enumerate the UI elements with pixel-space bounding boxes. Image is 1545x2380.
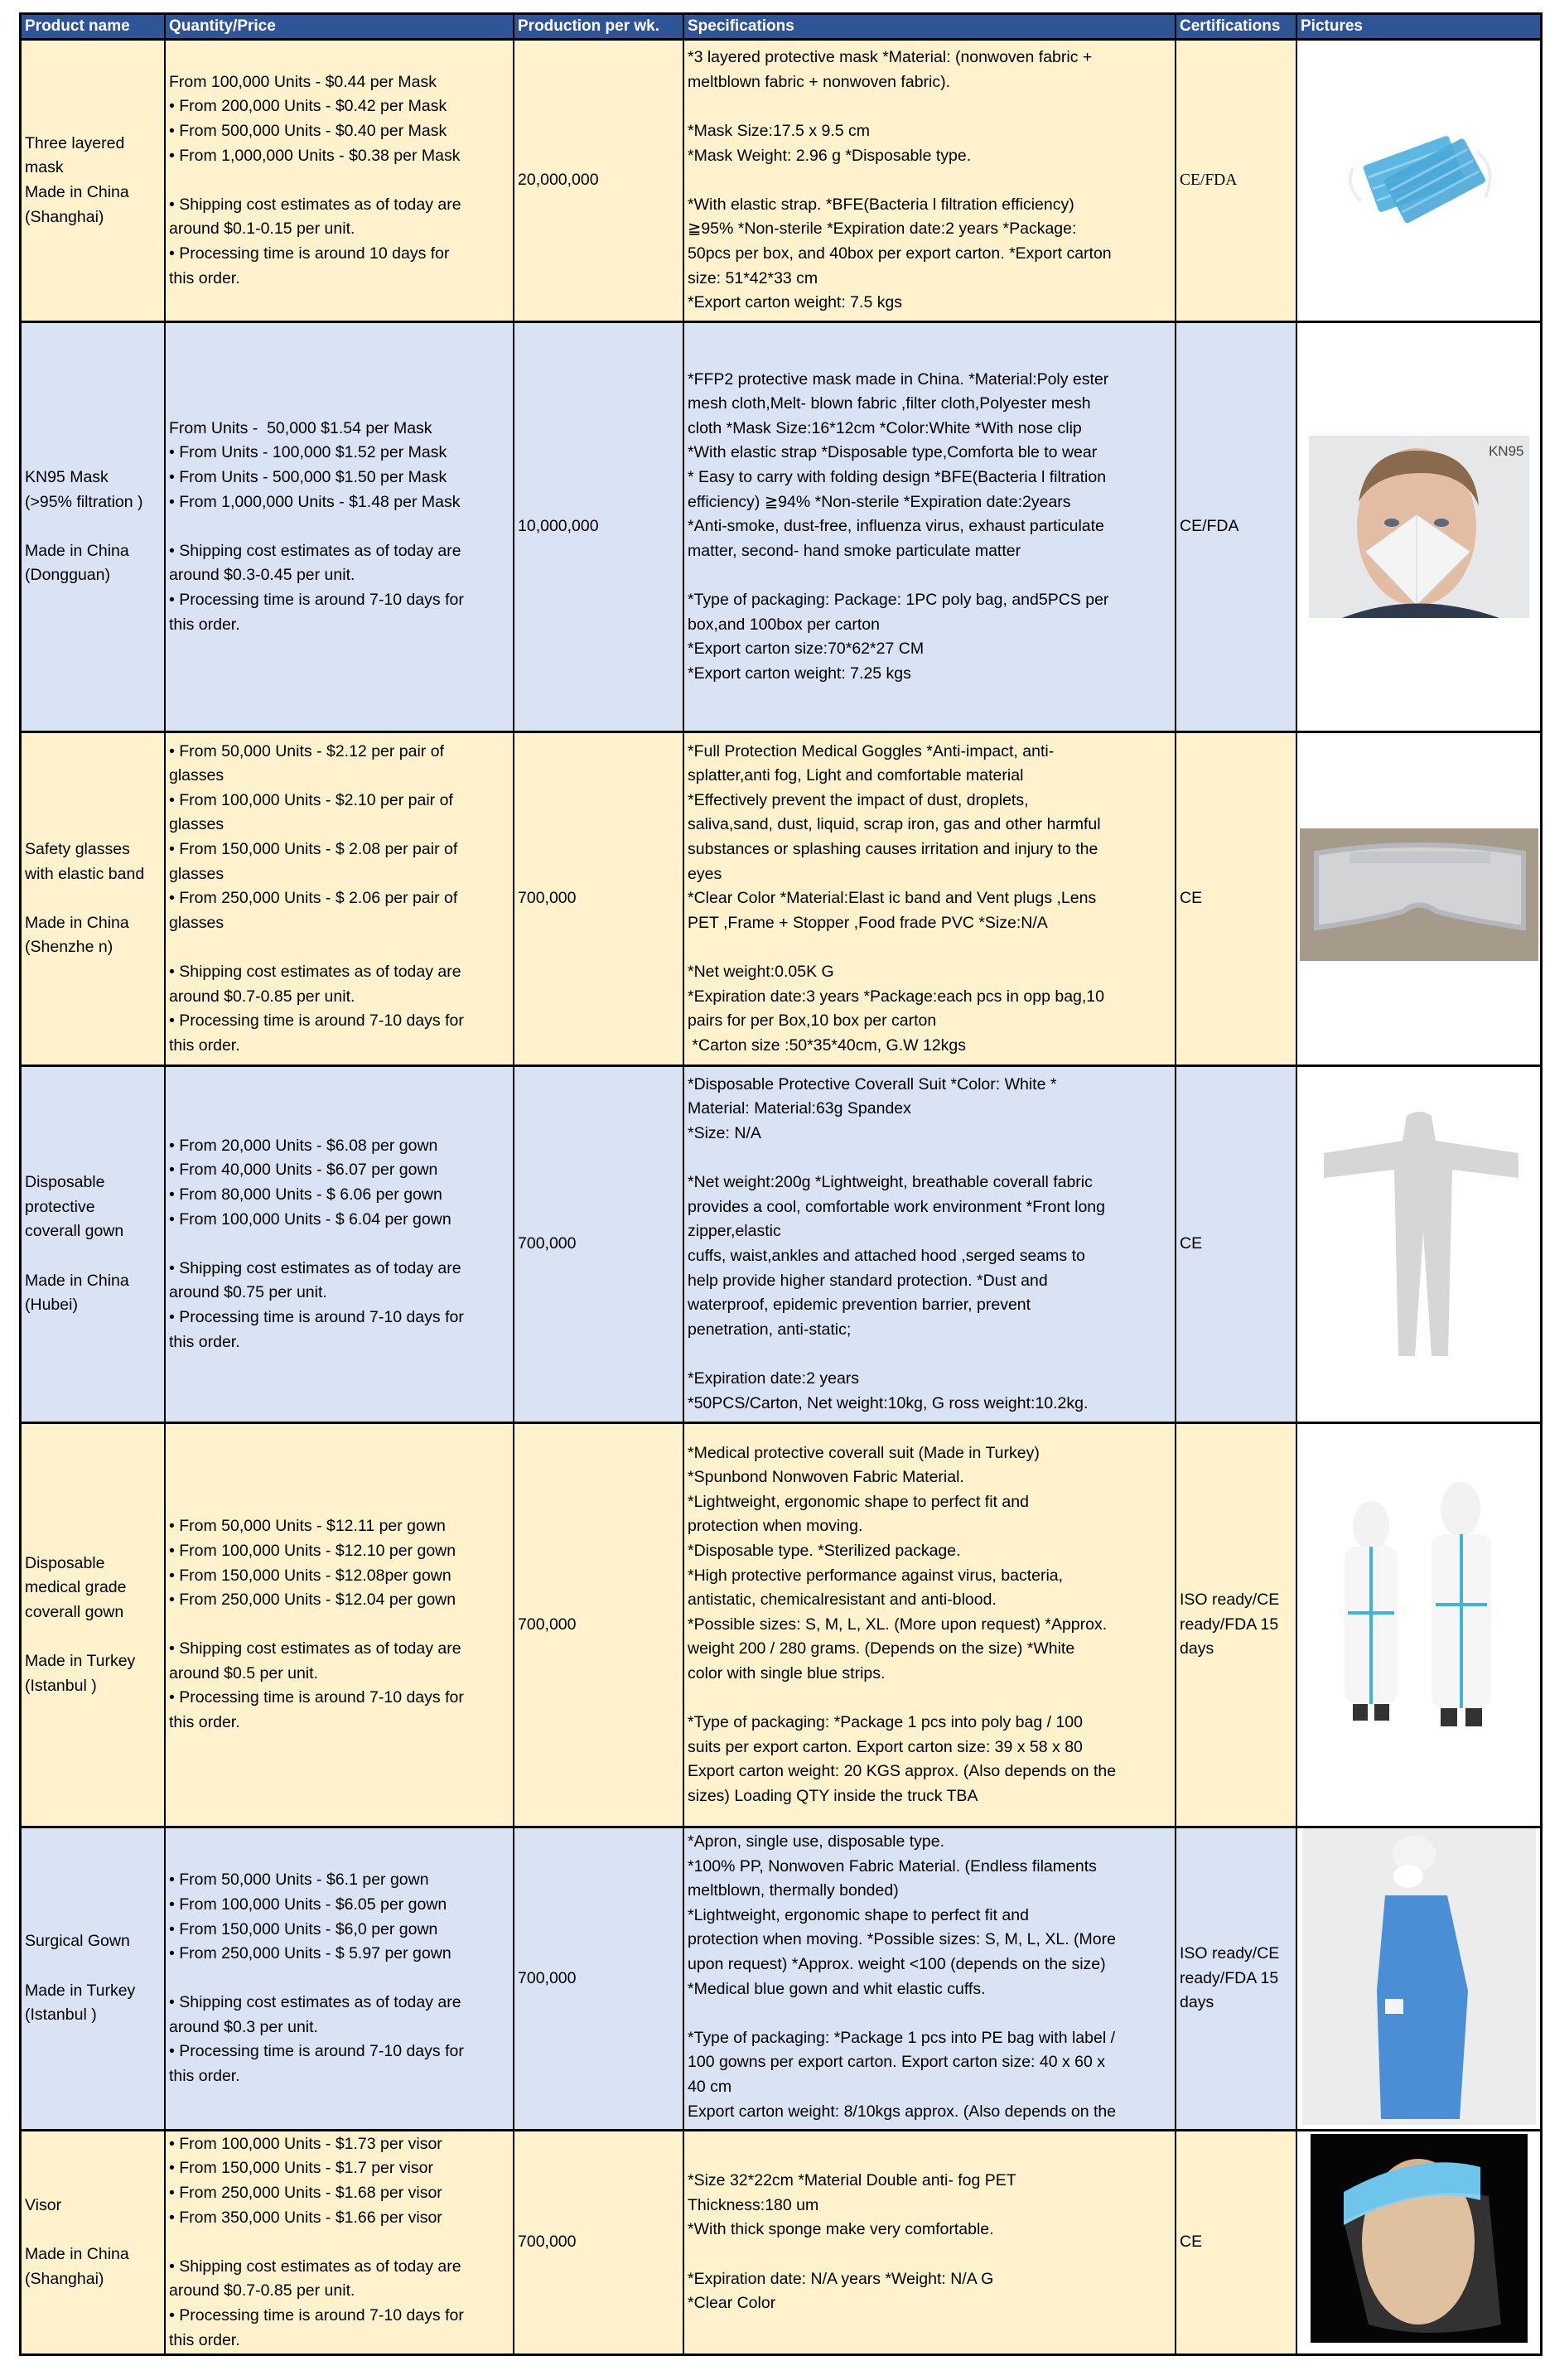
quantity-price-cell-line: • Processing time is around 7-10 days for [169, 2305, 464, 2324]
product-name-cell-line: Visor [25, 2195, 62, 2214]
certifications-cell-line: days [1180, 1639, 1214, 1658]
quantity-price-cell-line: • From 100,000 Units - $1.73 per visor [169, 2134, 442, 2153]
specifications-cell-line: *Net weight:0.05K G [688, 962, 834, 981]
header-quantity-price: Quantity/Price [166, 15, 514, 38]
quantity-price-cell-line: • From 100,000 Units - $2.10 per pair of [169, 790, 453, 809]
production-per-week-cell [514, 2131, 684, 2353]
product-name-cell-line: Surgical Gown [25, 1932, 130, 1951]
specifications-cell-line: *Medical protective coverall suit (Made in Turkey) [688, 1443, 1040, 1462]
specifications-cell-line: protection when moving. *Possible sizes: S, M, L, XL. (More [688, 1930, 1116, 1949]
product-name-cell-line [25, 1244, 161, 1269]
specifications-cell-line: *Mask Weight: 2.96 g *Disposable type. [688, 146, 972, 165]
quantity-price-cell-line [169, 1613, 509, 1638]
product-name-cell-line [25, 514, 161, 539]
product-name-cell-line: Made in China [25, 2245, 129, 2263]
specifications-cell-line: Thickness:180 um [688, 2195, 819, 2214]
specifications-cell-line: efficiency) ≧94% *Non-sterile *Expiration date:2years [688, 492, 1071, 511]
product-name-cell-line: (Shenzhe n) [25, 938, 113, 957]
production-value: 700,000 [518, 1234, 577, 1253]
medical-coverall-image [1311, 1480, 1527, 1770]
specifications-cell-line: upon request) *Approx. weight <100 (depends on the size) [688, 1954, 1106, 1973]
quantity-price-cell-line [169, 935, 509, 960]
product-name-cell-line: Made in Turkey [25, 1652, 136, 1671]
specifications-cell-line: *Expiration date: N/A years *Weight: N/A G [688, 2269, 994, 2288]
product-name-cell-line: Safety glasses [25, 840, 130, 859]
certifications-cell-line: CE/FDA [1180, 517, 1239, 536]
specifications-cell-line [688, 2001, 1171, 2026]
specifications-cell [684, 1424, 1176, 1826]
specifications-cell-line: sizes) Loading QTY inside the truck TBA [688, 1786, 978, 1805]
product-name-cell [22, 323, 166, 731]
specifications-cell-line: suits per export carton. Export carton size: 39 x 58 x 80 [688, 1737, 1083, 1756]
quantity-price-cell-line: • From 40,000 Units - $6.07 per gown [169, 1161, 438, 1180]
specifications-cell-line: *Spunbond Nonwoven Fabric Material. [688, 1468, 964, 1487]
specifications-cell-line: eyes [688, 864, 722, 883]
product-name-cell [22, 2131, 166, 2353]
table-row-safety-glasses [22, 731, 1540, 1064]
quantity-price-cell-line: • Shipping cost estimates as of today are [169, 1639, 461, 1658]
quantity-price-cell-line: • Shipping cost estimates as of today are [169, 195, 461, 214]
production-per-week-cell [514, 1067, 684, 1422]
quantity-price-cell-line: • Shipping cost estimates as of today are [169, 2257, 461, 2276]
specifications-cell-line: antistatic, chemicalresistant and anti-blood. [688, 1591, 997, 1610]
production-value: 700,000 [518, 2233, 577, 2252]
quantity-price-cell-line: • From 150,000 Units - $6,0 per gown [169, 1919, 438, 1938]
quantity-price-cell-line: • From 250,000 Units - $1.68 per visor [169, 2184, 442, 2203]
specifications-cell-line: *Clear Color [688, 2294, 776, 2313]
specifications-cell [684, 41, 1176, 321]
quantity-price-cell-line: around $0.75 per unit. [169, 1283, 327, 1302]
certifications-cell [1176, 733, 1297, 1064]
quantity-price-cell-line [169, 514, 509, 539]
quantity-price-cell-line: • Processing time is around 7-10 days for [169, 1307, 464, 1326]
quantity-price-cell-line: • From 250,000 Units - $ 5.97 per gown [169, 1944, 451, 1963]
quantity-price-cell-line: • From 80,000 Units - $ 6.06 per gown [169, 1185, 442, 1204]
quantity-price-cell-line: this order. [169, 1713, 240, 1732]
product-name-cell-line: (Istanbul ) [25, 1676, 97, 1695]
specifications-cell-line: weight 200 / 280 grams. (Depends on the size) *White [688, 1639, 1075, 1658]
specifications-cell-line: *Type of packaging: *Package 1 pcs into PE bag with label / [688, 2028, 1115, 2047]
specifications-cell-line: box,and 100box per carton [688, 615, 881, 634]
specifications-cell-line: *Size: N/A [688, 1124, 761, 1143]
specifications-cell-line: *Net weight:200g *Lightweight, breathable coverall fabric [688, 1173, 1093, 1192]
product-name-cell [22, 41, 166, 321]
table-row-medical-grade-coverall [22, 1422, 1540, 1826]
quantity-price-cell [166, 41, 514, 321]
quantity-price-cell-line: • From 150,000 Units - $12.08per gown [169, 1566, 451, 1585]
specifications-cell-line: *Full Protection Medical Goggles *Anti-impact, anti- [688, 741, 1055, 760]
specifications-cell-line: *Expiration date:3 years *Package:each pcs in opp bag,10 [688, 987, 1105, 1006]
specifications-cell [684, 2131, 1176, 2353]
header-production-per-week: Production per wk. [514, 15, 684, 38]
product-name-cell-line: Made in China [25, 183, 129, 201]
specifications-cell-line: *Effectively prevent the impact of dust, droplets, [688, 790, 1029, 809]
product-name-cell-line: mask [25, 158, 64, 177]
specifications-cell-line [688, 1686, 1171, 1711]
specifications-cell-line: mesh cloth,Melt- blown fabric ,filter cloth,Polyester mesh [688, 394, 1091, 413]
product-name-cell [22, 733, 166, 1064]
specifications-cell-line: * Easy to carry with folding design *BFE(Bacteria l filtration [688, 468, 1107, 487]
production-value: 20,000,000 [518, 171, 599, 190]
production-value: 700,000 [518, 1615, 577, 1634]
specifications-cell-line: *Export carton weight: 7.25 kgs [688, 664, 911, 683]
specifications-cell-line: PET ,Frame + Stopper ,Food frade PVC *Size:N/A [688, 913, 1048, 932]
quantity-price-cell-line: • Shipping cost estimates as of today are [169, 962, 461, 981]
specifications-cell-line [688, 1342, 1171, 1367]
specifications-cell [684, 733, 1176, 1064]
product-name-cell [22, 1828, 166, 2129]
quantity-price-cell-line: • Shipping cost estimates as of today are [169, 1993, 461, 2012]
product-name-cell-line: Disposable [25, 1553, 105, 1572]
product-table [19, 12, 1543, 2356]
kn95-picture-label: KN95 [1488, 443, 1524, 459]
quantity-price-cell-line: • From 150,000 Units - $ 2.08 per pair of [169, 840, 458, 859]
production-per-week-cell [514, 323, 684, 731]
quantity-price-cell-line: • From 100,000 Units - $12.10 per gown [169, 1541, 456, 1560]
certifications-cell [1176, 323, 1297, 731]
safety-goggles-image [1300, 828, 1538, 969]
quantity-price-cell-line: around $0.1-0.15 per unit. [169, 220, 355, 239]
specifications-cell [684, 1828, 1176, 2129]
quantity-price-cell-line: glasses [169, 815, 225, 834]
specifications-cell-line: cloth *Mask Size:16*12cm *Color:White *With nose clip [688, 418, 1082, 437]
product-name-cell-line: Disposable [25, 1173, 105, 1192]
quantity-price-cell-line: this order. [169, 1332, 240, 1351]
specifications-cell-line: 100 gowns per export carton. Export carton size: 40 x 60 x [688, 2053, 1106, 2072]
quantity-price-cell-line [169, 1967, 509, 1991]
quantity-price-cell-line: • From 250,000 Units - $12.04 per gown [169, 1591, 456, 1610]
specifications-cell-line: pairs for per Box,10 box per carton [688, 1011, 937, 1031]
quantity-price-cell-line: • From 100,000 Units - $ 6.04 per gown [169, 1209, 451, 1229]
product-name-cell [22, 1424, 166, 1826]
certifications-cell-line: ISO ready/CE [1180, 1944, 1280, 1963]
product-name-cell-line: with elastic band [25, 864, 145, 883]
picture-cell [1297, 1828, 1540, 2129]
quantity-price-cell-line: From Units - 50,000 $1.54 per Mask [169, 418, 432, 437]
white-coverall-image [1307, 1108, 1531, 1381]
specifications-cell-line: *Carton size :50*35*40cm, G.W 12kgs [688, 1036, 966, 1055]
specifications-cell-line: *Type of packaging: *Package 1 pcs into poly bag / 100 [688, 1713, 1083, 1732]
specifications-cell-line: meltblown fabric + nonwoven fabric). [688, 72, 951, 91]
picture-cell [1297, 1067, 1540, 1422]
quantity-price-cell-line: this order. [169, 615, 240, 634]
quantity-price-cell [166, 1828, 514, 2129]
specifications-cell-line: *Lightweight, ergonomic shape to perfect fit and [688, 1905, 1029, 1924]
product-name-cell-line: KN95 Mask [25, 468, 109, 487]
product-name-cell-line: (Istanbul ) [25, 2006, 97, 2025]
kn95-mask-image [1309, 436, 1529, 618]
specifications-cell-line: ≧95% *Non-sterile *Expiration date:2 years *Package: [688, 220, 1077, 239]
specifications-cell-line: *3 layered protective mask *Material: (nonwoven fabric + [688, 48, 1093, 67]
product-name-cell-line [25, 2218, 161, 2242]
face-shield-visor-image [1311, 2134, 1528, 2351]
production-per-week-cell [514, 1828, 684, 2129]
product-name-cell-line [25, 886, 161, 911]
quantity-price-cell-line: • From 150,000 Units - $1.7 per visor [169, 2159, 433, 2178]
quantity-price-cell-line: • From Units - 500,000 $1.50 per Mask [169, 468, 447, 487]
specifications-cell-line: provides a cool, comfortable work environment *Front long [688, 1197, 1105, 1216]
product-name-cell-line: protective [25, 1197, 95, 1216]
table-row-visor [22, 2129, 1540, 2353]
product-name-cell-line: Made in China [25, 541, 129, 560]
table-row-surgical-gown [22, 1826, 1540, 2129]
certifications-cell [1176, 2131, 1297, 2353]
specifications-cell-line: *High protective performance against virus, bacteria, [688, 1566, 1064, 1585]
quantity-price-cell-line: around $0.3-0.45 per unit. [169, 566, 355, 585]
certifications-cell-line: CE [1180, 2233, 1203, 2252]
quantity-price-cell-line: • Shipping cost estimates as of today are [169, 1258, 461, 1277]
product-name-cell-line [25, 1954, 161, 1979]
quantity-price-cell-line: • From 50,000 Units - $12.11 per gown [169, 1517, 446, 1536]
header-certifications: Certifications [1176, 15, 1297, 38]
table-row-kn95-mask [22, 321, 1540, 731]
picture-cell [1297, 323, 1540, 731]
quantity-price-cell [166, 1424, 514, 1826]
quantity-price-cell-line: • Processing time is around 7-10 days for [169, 590, 464, 609]
specifications-cell-line: size: 51*42*33 cm [688, 268, 818, 287]
specifications-cell-line [688, 563, 1171, 588]
quantity-price-cell-line: glasses [169, 766, 225, 785]
specifications-cell-line: *Size 32*22cm *Material Double anti- fog PET [688, 2171, 1016, 2190]
certifications-cell [1176, 1424, 1297, 1826]
certifications-cell-line: CE/FDA [1180, 171, 1238, 190]
production-value: 700,000 [518, 1968, 577, 1987]
certifications-cell [1176, 1067, 1297, 1422]
certifications-cell-line: ready/FDA 15 [1180, 1968, 1279, 1987]
specifications-cell-line: *Clear Color *Material:Elast ic band and Vent plugs ,Lens [688, 889, 1097, 908]
quantity-price-cell [166, 1067, 514, 1422]
specifications-cell-line: Material: Material:63g Spandex [688, 1099, 911, 1118]
specifications-cell-line: *Lightweight, ergonomic shape to perfect fit and [688, 1492, 1029, 1511]
certifications-cell-line: days [1180, 1993, 1214, 2012]
specifications-cell-line: Export carton weight: 8/10kgs approx. (Also depends on the [688, 2102, 1117, 2121]
quantity-price-cell-line: • From 350,000 Units - $1.66 per visor [169, 2208, 442, 2227]
specifications-cell-line: *Medical blue gown and whit elastic cuffs. [688, 1979, 986, 1998]
table-header-row [22, 15, 1540, 38]
specifications-cell-line: substances or splashing causes irritation and injury to the [688, 840, 1098, 859]
specifications-cell-line [688, 1147, 1171, 1171]
specifications-cell-line: color with single blue strips. [688, 1663, 886, 1682]
specifications-cell-line: meltblown, thermally bonded) [688, 1881, 899, 1900]
quantity-price-cell-line: this order. [169, 2330, 240, 2349]
product-name-cell-line: coverall gown [25, 1602, 124, 1621]
production-value: 700,000 [518, 889, 577, 908]
quantity-price-cell-line: around $0.3 per unit. [169, 2017, 318, 2036]
surgical-masks-image [1336, 118, 1502, 243]
specifications-cell-line: Export carton weight: 20 KGS approx. (Also depends on the [688, 1762, 1117, 1781]
quantity-price-cell-line: • From 100,000 Units - $6.05 per gown [169, 1895, 447, 1914]
picture-cell [1297, 1424, 1540, 1826]
quantity-price-cell-line: • From 500,000 Units - $0.40 per Mask [169, 122, 447, 141]
quantity-price-cell-line: around $0.7-0.85 per unit. [169, 2281, 355, 2300]
quantity-price-cell-line: around $0.5 per unit. [169, 1663, 318, 1682]
production-value: 10,000,000 [518, 517, 599, 536]
surgical-gown-image [1302, 1828, 1536, 2129]
specifications-cell-line: *Possible sizes: S, M, L, XL. (More upon request) *Approx. [688, 1615, 1108, 1634]
specifications-cell-line: 40 cm [688, 2077, 732, 2096]
picture-cell [1297, 733, 1540, 1064]
picture-cell [1297, 2131, 1540, 2353]
quantity-price-cell-line: this order. [169, 268, 240, 287]
quantity-price-cell-line: • From 1,000,000 Units - $1.48 per Mask [169, 492, 461, 511]
specifications-cell-line: *Anti-smoke, dust-free, influenza virus, exhaust particulate [688, 517, 1104, 536]
quantity-price-cell [166, 323, 514, 731]
specifications-cell-line: *With elastic strap *Disposable type,Comforta ble to wear [688, 443, 1098, 462]
product-name-cell [22, 1067, 166, 1422]
specifications-cell-line: *Disposable Protective Coverall Suit *Color: White * [688, 1074, 1057, 1093]
specifications-cell [684, 323, 1176, 731]
specifications-cell-line: waterproof, epidemic prevention barrier, prevent [688, 1296, 1031, 1315]
quantity-price-cell-line: • Processing time is around 10 days for [169, 244, 450, 263]
specifications-cell-line [688, 94, 1171, 119]
quantity-price-cell-line: • Shipping cost estimates as of today are [169, 541, 461, 560]
product-name-cell-line: Made in Turkey [25, 1981, 136, 2000]
product-name-cell-line: Made in China [25, 913, 129, 932]
quantity-price-cell-line: this order. [169, 2067, 240, 2086]
quantity-price-cell-line: • From 250,000 Units - $ 2.06 per pair of [169, 889, 458, 908]
quantity-price-cell [166, 733, 514, 1064]
production-per-week-cell [514, 41, 684, 321]
production-per-week-cell [514, 1424, 684, 1826]
product-name-cell-line: Three layered [25, 133, 125, 152]
quantity-price-cell-line: • Processing time is around 7-10 days for [169, 1011, 464, 1031]
specifications-cell-line: *50PCS/Carton, Net weight:10kg, G ross weight:10.2kg. [688, 1393, 1089, 1412]
certifications-cell-line: CE [1180, 1234, 1203, 1253]
quantity-price-cell [166, 2131, 514, 2353]
specifications-cell-line: *Expiration date:2 years [688, 1369, 860, 1388]
specifications-cell-line: zipper,elastic [688, 1222, 781, 1241]
product-name-cell-line: (Hubei) [25, 1296, 78, 1315]
product-name-cell-line: medical grade [25, 1578, 127, 1597]
quantity-price-cell-line: • From 20,000 Units - $6.08 per gown [169, 1136, 438, 1155]
specifications-cell-line [688, 168, 1171, 193]
table-row-disposable-protective-coverall [22, 1064, 1540, 1422]
specifications-cell-line: *Disposable type. *Sterilized package. [688, 1541, 961, 1560]
quantity-price-cell-line: glasses [169, 864, 225, 883]
product-name-cell-line: (>95% filtration ) [25, 492, 143, 511]
certifications-cell-line: CE [1180, 889, 1203, 908]
certifications-cell [1176, 41, 1297, 321]
specifications-cell-line: matter, second- hand smoke particulate matter [688, 541, 1021, 560]
specifications-cell [684, 1067, 1176, 1422]
quantity-price-cell-line: glasses [169, 913, 225, 932]
header-product-name: Product name [22, 15, 166, 38]
product-name-cell-line: (Dongguan) [25, 566, 110, 585]
specifications-cell-line [688, 935, 1171, 960]
specifications-cell-line: *100% PP, Nonwoven Fabric Material. (Endless filaments [688, 1856, 1097, 1876]
specifications-cell-line: *Export carton size:70*62*27 CM [688, 640, 925, 659]
specifications-cell-line: protection when moving. [688, 1517, 863, 1536]
product-name-cell-line: (Shanghai) [25, 2269, 104, 2288]
product-name-cell-line [25, 1625, 161, 1650]
specifications-cell-line [688, 2242, 1171, 2267]
production-per-week-cell [514, 733, 684, 1064]
specifications-cell-line: *Apron, single use, disposable type. [688, 1832, 945, 1851]
specifications-cell-line: *With thick sponge make very comfortable. [688, 2220, 994, 2239]
certifications-cell-line: ready/FDA 15 [1180, 1615, 1279, 1634]
quantity-price-cell-line: • From 50,000 Units - $6.1 per gown [169, 1871, 429, 1890]
quantity-price-cell-line: around $0.7-0.85 per unit. [169, 987, 355, 1006]
specifications-cell-line: help provide higher standard protection. *Dust and [688, 1271, 1048, 1290]
specifications-cell-line: *FFP2 protective mask made in China. *Material:Poly ester [688, 369, 1109, 389]
product-name-cell-line: Made in China [25, 1271, 129, 1290]
specifications-cell-line: cuffs, waist,ankles and attached hood ,serged seams to [688, 1247, 1085, 1265]
quantity-price-cell-line: • Processing time is around 7-10 days for [169, 2042, 464, 2061]
quantity-price-cell-line: • From 1,000,000 Units - $0.38 per Mask [169, 146, 461, 165]
specifications-cell-line: *Type of packaging: Package: 1PC poly bag, and5PCS per [688, 590, 1109, 609]
quantity-price-cell-line: • Processing time is around 7-10 days for [169, 1688, 464, 1707]
specifications-cell-line: saliva,sand, dust, liquid, scrap iron, gas and other harmful [688, 815, 1101, 834]
certifications-cell-line: ISO ready/CE [1180, 1591, 1280, 1610]
specifications-cell-line: *With elastic strap. *BFE(Bacteria l filtration efficiency) [688, 195, 1074, 214]
quantity-price-cell-line: • From 50,000 Units - $2.12 per pair of [169, 741, 444, 760]
header-specifications: Specifications [684, 15, 1176, 38]
specifications-cell-line: *Export carton weight: 7.5 kgs [688, 293, 903, 312]
specifications-cell-line: penetration, anti-static; [688, 1320, 852, 1339]
header-pictures: Pictures [1301, 17, 1363, 35]
quantity-price-cell-line: this order. [169, 1036, 240, 1055]
quantity-price-cell-line [169, 168, 509, 193]
quantity-price-cell-line: From 100,000 Units - $0.44 per Mask [169, 72, 437, 91]
table-row-three-layered-mask [22, 38, 1540, 321]
picture-cell [1297, 41, 1540, 321]
specifications-cell-line: 50pcs per box, and 40box per export carton. *Export carton [688, 244, 1112, 263]
specifications-cell-line: splatter,anti fog, Light and comfortable material [688, 766, 1024, 785]
quantity-price-cell-line: • From Units - 100,000 $1.52 per Mask [169, 443, 447, 462]
quantity-price-cell-line [169, 1232, 509, 1257]
quantity-price-cell-line: • From 200,000 Units - $0.42 per Mask [169, 97, 447, 116]
product-name-cell-line: coverall gown [25, 1222, 124, 1241]
quantity-price-cell-line [169, 2230, 509, 2255]
certifications-cell [1176, 1828, 1297, 2129]
product-name-cell-line: (Shanghai) [25, 207, 104, 226]
specifications-cell-line: *Mask Size:17.5 x 9.5 cm [688, 122, 871, 141]
